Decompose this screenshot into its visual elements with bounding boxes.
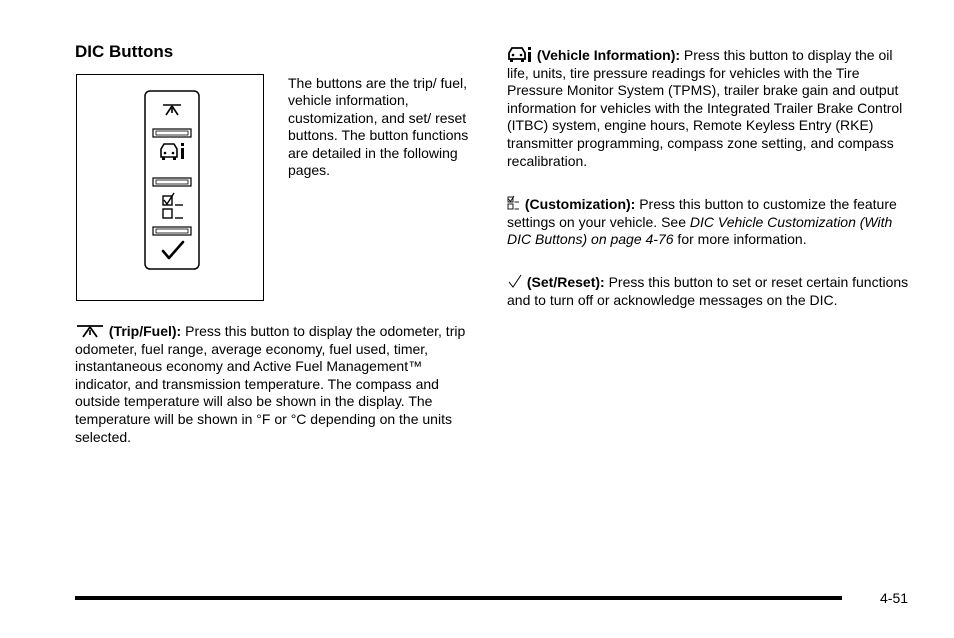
vehicle-information-description: Press this button to display the oil life, units, tire pressure readings for vehicles with the Tire Pressure Monitor System (TPMS), trailer brake gain and output information for vehicles with the Integrated Trailer Brake Control (ITBC) system, engine hours, Remote Keyless Entry (RKE) transmitter programming, compass zone setting, and compass recalibration. [507, 47, 903, 169]
vehicle-information-icon [507, 46, 533, 62]
set-reset-paragraph [507, 273, 912, 309]
vehicle-information-label: (Vehicle Information): [536, 47, 681, 63]
trip-fuel-description: Press this button to display the odometer, trip odometer, fuel range, average economy, fuel used, timer, instantaneous economy and Active Fuel Management™ indicator, and transmission temperature. The compass and outside temperature will also be shown in the display. The temperature will be shown in °F or °C depending on the units selected. [75, 323, 466, 445]
customization-icon [507, 195, 521, 211]
set-reset-description: Press this button to set or reset certain functions and to turn off or acknowledge messages on the DIC. [507, 274, 909, 308]
customization-description-end: for more information. [673, 231, 807, 248]
customization-paragraph [507, 195, 912, 249]
page-number: 4-51 [880, 590, 909, 606]
trip-fuel-label: (Trip/Fuel): [108, 323, 182, 339]
set-reset-label: (Set/Reset): [526, 274, 605, 290]
divider [153, 178, 191, 186]
footer-rule [75, 596, 842, 600]
customization-description: Press this button to customize the feature settings on your vehicle. See [507, 196, 897, 230]
customization-reference: DIC Vehicle Customization (With DIC Buttons) on page 4-76 [507, 213, 893, 248]
dic-buttons-figure [76, 74, 264, 301]
divider [153, 227, 191, 235]
trip-fuel-icon [75, 324, 105, 338]
trip-fuel-paragraph [75, 323, 480, 446]
intro-text: The buttons are the trip/ fuel, vehicle information, customization, and set/ reset buttons. The button functions are detailed in the following pages. [288, 75, 469, 179]
vehicle-information-paragraph [507, 46, 912, 170]
divider [153, 129, 191, 137]
checkmark-icon [507, 273, 523, 289]
section-heading: DIC Buttons [75, 42, 174, 61]
customization-label: (Customization): [524, 196, 636, 212]
